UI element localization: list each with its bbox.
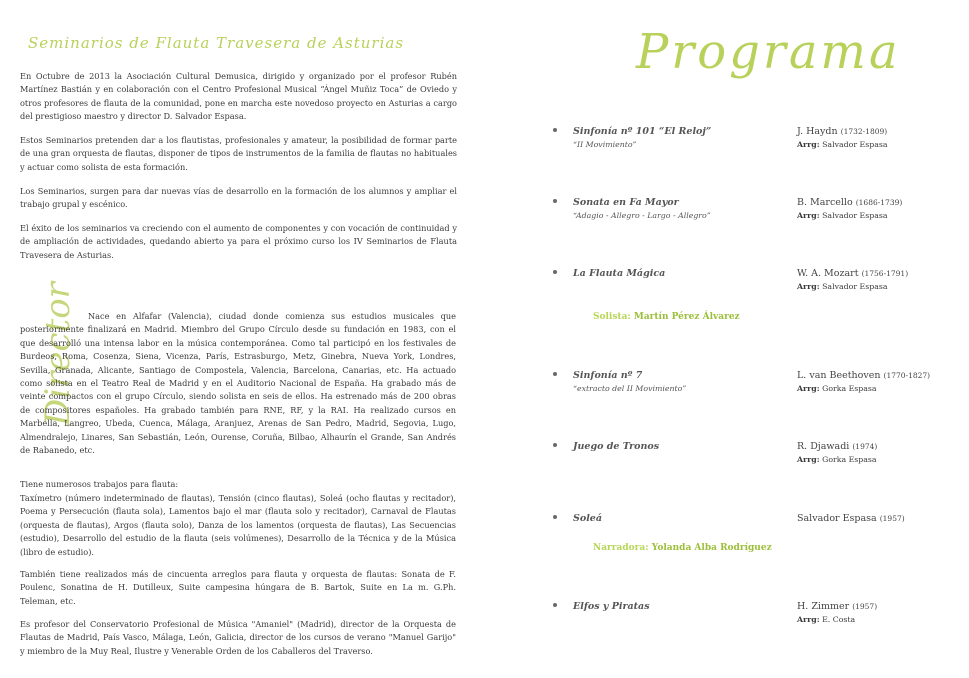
arranger: Arrg: Salvador Espasa: [797, 211, 888, 220]
arrangements: También tiene realizados más de cincuenta arreglos para flauta y orquesta de flautas: Sonata de F. Poulenc, Sonatina de H. Dutilleux, Suite campesina húngara de B. Bartok, Suite en La m. G.Ph. Teleman, etc.: [20, 569, 456, 606]
narrator: Narradora: Yolanda Alba Rodríguez: [593, 543, 772, 553]
program-item: [553, 126, 953, 156]
composer: B. Marcello (1686-1739): [797, 197, 903, 208]
composer: H. Zimmer (1957): [797, 601, 878, 612]
intro-paragraph-4: El éxito de los seminarios va creciendo con el aumento de componentes y con vocación de continuidad y de ampliación de actividades, quedando abierto ya para el próximo curso los IV Seminarios de Flauta Travesera de Asturias.: [20, 223, 457, 260]
bullet-icon: [553, 515, 557, 519]
professor-info: Es profesor del Conservatorio Profesional de Música "Amaniel" (Madrid), director de la Orquesta de Flautas de Madrid, País Vasco, Málaga, León, Galicia, director de los cursos de verano "Manuel Garijo" y miembro de la Muy Real, Ilustre y Venerable Orden de los Caballeros del Traverso.: [20, 619, 456, 656]
composer: L. van Beethoven (1770-1827): [797, 370, 931, 381]
director-bio: Nace en Alfafar (Valencia), ciudad donde comienza sus estudios musicales que posteriormente finalizará en Madrid. Miembro del Grupo Círculo desde su fundación en 1983, con el que desarrolló una intensa labor en la música contemporánea. Como tal participó en los festivales de Burdeos, Roma, Cosenza, Siena, Vicenza, París, Estrasburgo, Metz, Ginebra, Nueva York, Londres, Sevilla, Granada, Alicante, Santiago de Compostela, Valencia, Barcelona, Canarias, etc. Ha actuado como solista en el Teatro Real de Madrid y en el Auditorio Nacional de España. Ha grabado más de veinte compactos con el grupo Círculo, siendo solista en seis de ellos. Ha estrenado más de 200 obras de compositores españoles. Ha grabado también para RNE, RF, y la RAI. Ha realizado cursos en Marbella, Langreo, Ubeda, Cuenca, Málaga, Aranjuez, Arenas de San Pedro, Madrid, Segovia, Lugo, Almendralejo, Linares, San Sebastián, León, Ourense, Coruña, Bilbao, Alhaurín el Grande, San Andrés de Rabanedo, etc.: [20, 311, 456, 456]
bullet-icon: [553, 372, 557, 376]
arranger: Arrg: Gorka Espasa: [797, 455, 877, 464]
program-item: [553, 441, 953, 471]
work-title: Juego de Tronos: [573, 441, 660, 452]
work-title: Soleá: [573, 513, 603, 524]
seminar-title: Seminarios de Flauta Travesera de Asturias: [28, 34, 405, 52]
intro-paragraph-2: Estos Seminarios pretenden dar a los flautistas, profesionales y amateur, la posibilidad de formar parte de una gran orquesta de flautas, disponer de tipos de instrumentos de la familia de flautas no habituales y actuar como solista de esta formación.: [20, 135, 457, 172]
composer: J. Haydn (1732-1809): [797, 126, 888, 137]
bullet-icon: [553, 199, 557, 203]
work-movement: “extracto del II Movimiento”: [573, 384, 687, 393]
work-title: Elfos y Piratas: [573, 601, 650, 612]
program-item: [553, 370, 953, 400]
works-list: Taxímetro (número indeterminado de flautas), Tensión (cinco flautas), Soleá (ocho flautas y recitador), Poema y Persecución (flauta sola), Lamentos bajo el mar (flauta solo y recitador), Carnaval de Flautas (orquesta de flautas), Argos (flauta solo), Danza de los lamentos (orquesta de flautas), Las Secuencias (estudio), Desarrollo del estudio de la flauta (seis volúmenes), Desarrollo de la Técnica y de la Música (libro de estudio).: [20, 493, 456, 557]
intro-paragraph-1: En Octubre de 2013 la Asociación Cultural Demusica, dirigido y organizado por el profesor Rubén Martínez Bastián y en colaboración con el Centro Profesional Musical “Ángel Muñiz Toca” de Oviedo y otros profesores de flauta de la comunidad, pone en marcha este novedoso proyecto en Asturias a cargo del prestigioso maestro y director D. Salvador Espasa.: [20, 71, 457, 122]
arranger: Arrg: Salvador Espasa: [797, 282, 888, 291]
arranger: Arrg: Gorka Espasa: [797, 384, 877, 393]
program-title: Programa: [636, 24, 901, 80]
composer: Salvador Espasa (1957): [797, 513, 905, 524]
arranger: Arrg: E. Costa: [797, 615, 856, 624]
bullet-icon: [553, 128, 557, 132]
program-item: [553, 601, 953, 631]
intro-paragraph-3: Los Seminarios, surgen para dar nuevas vías de desarrollo en la formación de los alumnos y ampliar el trabajo grupal y escénico.: [20, 186, 457, 210]
program-item: [553, 197, 953, 227]
works-intro: Tiene numerosos trabajos para flauta:: [20, 479, 179, 489]
director-heading: Director: [38, 282, 78, 426]
work-title: Sinfonía nº 7: [573, 370, 643, 381]
program-item: [553, 513, 953, 543]
bullet-icon: [553, 270, 557, 274]
composer: R. Djawadi (1974): [797, 441, 878, 452]
work-movement: “Adagio - Allegro - Largo - Allegro”: [573, 211, 711, 220]
work-title: Sonata en Fa Mayor: [573, 197, 679, 208]
soloist: Solista: Martín Pérez Álvarez: [593, 312, 740, 322]
bullet-icon: [553, 603, 557, 607]
work-movement: “II Movimiento”: [573, 140, 637, 149]
work-title: Sinfonía nº 101 “El Reloj”: [573, 126, 712, 137]
bullet-icon: [553, 443, 557, 447]
composer: W. A. Mozart (1756-1791): [797, 268, 909, 279]
work-title: La Flauta Mágica: [573, 268, 666, 279]
program-item: [553, 268, 953, 298]
arranger: Arrg: Salvador Espasa: [797, 140, 888, 149]
